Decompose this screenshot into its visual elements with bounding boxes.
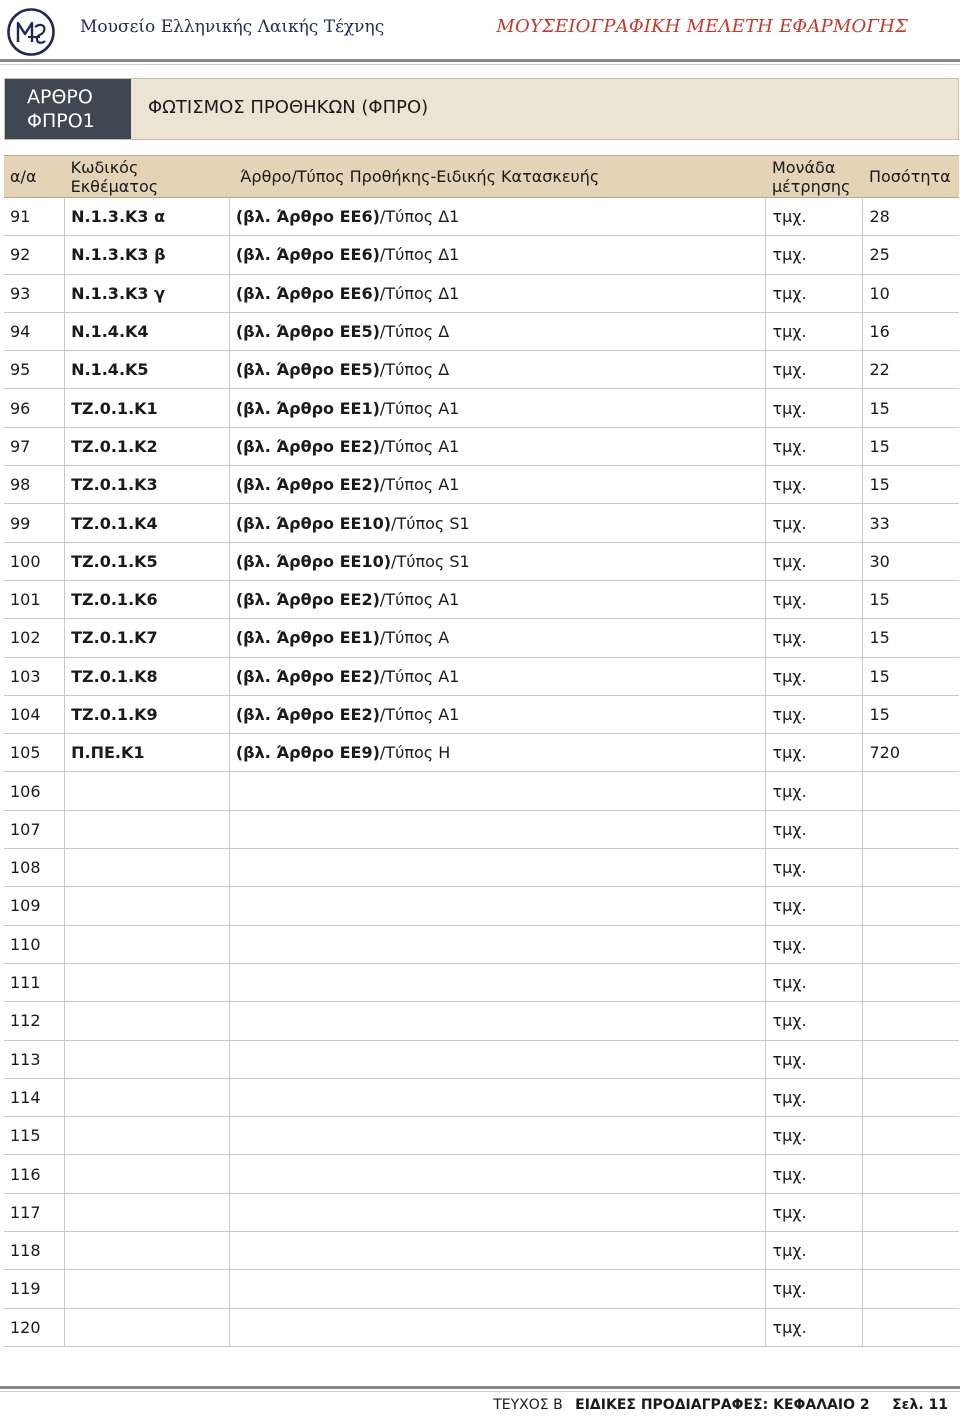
row-number: 104: [4, 695, 65, 733]
table-row: [4, 1040, 959, 1078]
row-qty: [863, 1270, 959, 1308]
row-number: 111: [4, 963, 65, 1001]
row-item-type: /Τύπος Α: [379, 628, 450, 648]
row-item: [229, 1040, 766, 1078]
items-table: [4, 155, 959, 1347]
table-row: [4, 1117, 959, 1155]
row-item-type: /Τύπος Α1: [379, 475, 460, 495]
row-code: ΤΖ.0.1.Κ7: [65, 619, 230, 657]
row-qty: 15: [863, 580, 959, 618]
row-unit: τμχ.: [766, 963, 863, 1001]
header-code-line1: Κωδικός: [70, 157, 139, 177]
table-row: [4, 849, 959, 887]
table-row: [4, 695, 959, 733]
row-item-ref: (βλ. Άρθρο ΕΕ10): [235, 513, 392, 533]
row-item-type: /Τύπος Α1: [379, 398, 460, 418]
row-number: 102: [4, 619, 65, 657]
row-item-type: /Τύπος S1: [391, 551, 470, 571]
row-item: [229, 1078, 766, 1116]
row-item-ref: (βλ. Άρθρο ΕΕ5): [235, 360, 380, 380]
row-unit: τμχ.: [766, 1117, 863, 1155]
row-item-ref: (βλ. Άρθρο ΕΕ2): [235, 666, 380, 686]
row-number: 108: [4, 849, 65, 887]
table-row: [4, 1002, 959, 1040]
row-qty: [863, 1002, 959, 1040]
row-code: ΤΖ.0.1.Κ5: [65, 542, 230, 580]
row-code: [65, 1193, 230, 1231]
row-item: [229, 619, 766, 657]
row-item: [229, 198, 766, 236]
row-item-type: /Τύπος Η: [379, 743, 451, 763]
row-unit: τμχ.: [766, 274, 863, 312]
row-item: [229, 1002, 766, 1040]
row-unit: τμχ.: [766, 1078, 863, 1116]
row-number: 114: [4, 1078, 65, 1116]
table-row: [4, 619, 959, 657]
header-unit: [766, 156, 863, 198]
header-code: [65, 156, 230, 198]
row-qty: 15: [863, 619, 959, 657]
row-code: [65, 963, 230, 1001]
row-unit: τμχ.: [766, 1232, 863, 1270]
row-qty: [863, 1040, 959, 1078]
row-number: 97: [4, 427, 65, 465]
row-number: 115: [4, 1117, 65, 1155]
row-item-type: /Τύπος Δ1: [379, 283, 460, 303]
row-number: 119: [4, 1270, 65, 1308]
row-qty: [863, 1193, 959, 1231]
row-unit: τμχ.: [766, 734, 863, 772]
row-unit: τμχ.: [766, 887, 863, 925]
row-item-ref: (βλ. Άρθρο ΕΕ1): [235, 398, 380, 418]
row-number: 92: [4, 236, 65, 274]
row-item: [229, 1117, 766, 1155]
row-code: ΤΖ.0.1.Κ1: [65, 389, 230, 427]
row-code: ΤΖ.0.1.Κ4: [65, 504, 230, 542]
article-banner: [4, 78, 959, 140]
row-qty: [863, 1232, 959, 1270]
row-item-type: /Τύπος S1: [391, 513, 470, 533]
row-code: [65, 1270, 230, 1308]
row-code: ΤΖ.0.1.Κ3: [65, 466, 230, 504]
row-qty: 22: [863, 351, 959, 389]
footer-divider-thin: [0, 1391, 960, 1392]
row-unit: τμχ.: [766, 810, 863, 848]
row-code: [65, 849, 230, 887]
row-qty: [863, 772, 959, 810]
row-item-type: /Τύπος Α1: [379, 705, 460, 724]
row-item-ref: (βλ. Άρθρο ΕΕ9): [235, 743, 380, 763]
row-item: [229, 734, 766, 772]
row-code: Ν.1.3.Κ3 γ: [65, 274, 230, 312]
row-item: [229, 810, 766, 848]
row-item: [229, 1193, 766, 1231]
row-item: [229, 389, 766, 427]
row-item-ref: (βλ. Άρθρο ΕΕ2): [235, 436, 380, 456]
table-row: [4, 389, 959, 427]
row-item: [229, 236, 766, 274]
row-qty: [863, 925, 959, 963]
row-number: 113: [4, 1040, 65, 1078]
row-unit: τμχ.: [766, 1193, 863, 1231]
row-item: [229, 657, 766, 695]
row-qty: 28: [863, 198, 959, 236]
row-unit: τμχ.: [766, 466, 863, 504]
row-item: [229, 772, 766, 810]
article-label: ΑΡΘΡΟ: [27, 86, 93, 108]
row-item-type: /Τύπος Δ1: [379, 245, 460, 265]
row-item: [229, 925, 766, 963]
row-unit: τμχ.: [766, 504, 863, 542]
row-code: [65, 772, 230, 810]
table-row: [4, 427, 959, 465]
row-item-type: /Τύπος Δ: [379, 360, 450, 380]
row-unit: τμχ.: [766, 389, 863, 427]
row-item-ref: (βλ. Άρθρο ΕΕ6): [235, 207, 380, 227]
header-unit-line2: μέτρησης: [771, 176, 851, 196]
row-number: 94: [4, 312, 65, 350]
table-row: [4, 925, 959, 963]
row-item-type: /Τύπος Δ1: [379, 207, 460, 227]
row-item: [229, 963, 766, 1001]
row-code: [65, 1155, 230, 1193]
table-row: [4, 1193, 959, 1231]
row-code: ΤΖ.0.1.Κ8: [65, 657, 230, 695]
row-item: [229, 466, 766, 504]
row-qty: [863, 1117, 959, 1155]
row-code: Ν.1.4.Κ4: [65, 312, 230, 350]
table-body: [4, 198, 959, 1347]
header-divider: [0, 59, 960, 62]
row-item-ref: (βλ. Άρθρο ΕΕ2): [235, 475, 380, 495]
row-qty: 720: [863, 734, 959, 772]
page-footer: [493, 1397, 948, 1413]
row-code: [65, 1002, 230, 1040]
row-qty: [863, 1308, 959, 1346]
row-number: 93: [4, 274, 65, 312]
row-qty: [863, 849, 959, 887]
table-row: [4, 772, 959, 810]
row-number: 109: [4, 887, 65, 925]
row-item: [229, 351, 766, 389]
row-code: [65, 1308, 230, 1346]
row-code: ΤΖ.0.1.Κ6: [65, 580, 230, 618]
row-qty: 25: [863, 236, 959, 274]
header-code-line2: Εκθέματος: [70, 176, 159, 196]
row-number: 105: [4, 734, 65, 772]
row-code: [65, 925, 230, 963]
article-title: ΦΩΤΙΣΜΟΣ ΠΡΟΘΗΚΩΝ (ΦΠΡΟ): [148, 97, 429, 118]
row-number: 99: [4, 504, 65, 542]
row-code: [65, 1078, 230, 1116]
table-row: [4, 1270, 959, 1308]
row-unit: τμχ.: [766, 427, 863, 465]
row-item-type: /Τύπος Α1: [379, 590, 460, 610]
museum-logo-icon: [6, 7, 56, 57]
row-code: Ν.1.3.Κ3 α: [65, 198, 230, 236]
row-number: 106: [4, 772, 65, 810]
row-unit: τμχ.: [766, 1270, 863, 1308]
row-number: 117: [4, 1193, 65, 1231]
row-unit: τμχ.: [766, 198, 863, 236]
table-row: [4, 312, 959, 350]
row-item: [229, 580, 766, 618]
table-row: [4, 466, 959, 504]
row-code: [65, 810, 230, 848]
row-unit: τμχ.: [766, 236, 863, 274]
row-item-type: /Τύπος Δ: [379, 322, 450, 342]
row-number: 100: [4, 542, 65, 580]
row-number: 91: [4, 198, 65, 236]
row-code: ΤΖ.0.1.Κ2: [65, 427, 230, 465]
row-item-ref: (βλ. Άρθρο ΕΕ5): [235, 322, 380, 342]
row-qty: 30: [863, 542, 959, 580]
header-qty: Ποσότητα: [863, 156, 959, 198]
row-code: Π.ΠΕ.Κ1: [65, 734, 230, 772]
row-qty: [863, 810, 959, 848]
page-header: [0, 0, 960, 60]
row-number: 110: [4, 925, 65, 963]
row-item: [229, 1270, 766, 1308]
row-item: [229, 1155, 766, 1193]
row-number: 116: [4, 1155, 65, 1193]
row-unit: τμχ.: [766, 542, 863, 580]
table-row: [4, 963, 959, 1001]
row-number: 107: [4, 810, 65, 848]
table-row: [4, 657, 959, 695]
row-code: [65, 1232, 230, 1270]
row-unit: τμχ.: [766, 1040, 863, 1078]
row-number: 95: [4, 351, 65, 389]
row-qty: 15: [863, 466, 959, 504]
row-item-type: /Τύπος Α1: [379, 436, 460, 456]
row-qty: 16: [863, 312, 959, 350]
row-unit: τμχ.: [766, 657, 863, 695]
row-qty: 33: [863, 504, 959, 542]
article-code: ΦΠΡΟ1: [27, 110, 95, 132]
table-row: [4, 887, 959, 925]
row-item: [229, 695, 766, 733]
row-item: [229, 274, 766, 312]
row-qty: 15: [863, 389, 959, 427]
study-title: ΜΟΥΣΕΙΟΓΡΑΦΙΚΗ ΜΕΛΕΤΗ ΕΦΑΡΜΟΓΗΣ: [496, 16, 908, 37]
row-qty: 15: [863, 695, 959, 733]
header-no: α/α: [4, 156, 65, 198]
row-number: 120: [4, 1308, 65, 1346]
row-code: [65, 1117, 230, 1155]
row-code: ΤΖ.0.1.Κ9: [65, 695, 230, 733]
row-item: [229, 1232, 766, 1270]
row-item-ref: (βλ. Άρθρο ΕΕ2): [235, 590, 380, 610]
table-header-row: [4, 156, 959, 198]
header-item: Άρθρο/Τύπος Προθήκης-Ειδικής Κατασκευής: [229, 156, 766, 198]
row-unit: τμχ.: [766, 695, 863, 733]
row-code: Ν.1.3.Κ3 β: [65, 236, 230, 274]
footer-issue: ΤΕΥΧΟΣ Β: [493, 1397, 563, 1413]
row-qty: 10: [863, 274, 959, 312]
row-item-ref: (βλ. Άρθρο ΕΕ1): [235, 628, 380, 648]
table-row: [4, 580, 959, 618]
row-qty: [863, 1078, 959, 1116]
footer-page-number: Σελ. 11: [892, 1397, 948, 1413]
row-item-type: /Τύπος Α1: [379, 666, 460, 686]
row-qty: [863, 1155, 959, 1193]
table-row: [4, 542, 959, 580]
row-item: [229, 849, 766, 887]
table-row: [4, 1308, 959, 1346]
table-row: [4, 734, 959, 772]
row-item: [229, 1308, 766, 1346]
footer-divider: [0, 1386, 960, 1389]
row-qty: [863, 963, 959, 1001]
row-number: 103: [4, 657, 65, 695]
table-row: [4, 198, 959, 236]
header-divider-thin: [0, 64, 960, 65]
row-unit: τμχ.: [766, 1155, 863, 1193]
row-qty: 15: [863, 427, 959, 465]
museum-name: Μουσείο Ελληνικής Λαικής Τέχνης: [80, 17, 385, 37]
row-unit: τμχ.: [766, 1308, 863, 1346]
row-unit: τμχ.: [766, 312, 863, 350]
table-row: [4, 810, 959, 848]
article-code-block: [5, 79, 131, 139]
row-unit: τμχ.: [766, 772, 863, 810]
footer-chapter: ΕΙΔΙΚΕΣ ΠΡΟΔΙΑΓΡΑΦΕΣ: ΚΕΦΑΛΑΙΟ 2: [575, 1397, 870, 1413]
row-code: Ν.1.4.Κ5: [65, 351, 230, 389]
row-number: 112: [4, 1002, 65, 1040]
row-item-ref: (βλ. Άρθρο ΕΕ10): [235, 551, 392, 571]
row-number: 118: [4, 1232, 65, 1270]
row-unit: τμχ.: [766, 1002, 863, 1040]
row-unit: τμχ.: [766, 925, 863, 963]
row-unit: τμχ.: [766, 580, 863, 618]
table-row: [4, 1155, 959, 1193]
table-row: [4, 236, 959, 274]
row-unit: τμχ.: [766, 849, 863, 887]
row-number: 96: [4, 389, 65, 427]
row-item: [229, 887, 766, 925]
row-number: 101: [4, 580, 65, 618]
row-unit: τμχ.: [766, 619, 863, 657]
row-code: [65, 1040, 230, 1078]
row-item-ref: (βλ. Άρθρο ΕΕ6): [235, 245, 380, 265]
row-item-ref: (βλ. Άρθρο ΕΕ2): [235, 705, 380, 724]
row-unit: τμχ.: [766, 351, 863, 389]
table-row: [4, 504, 959, 542]
row-item: [229, 312, 766, 350]
row-code: [65, 887, 230, 925]
table-row: [4, 1078, 959, 1116]
row-qty: 15: [863, 657, 959, 695]
row-item: [229, 427, 766, 465]
header-unit-line1: Μονάδα: [771, 157, 836, 177]
row-item-ref: (βλ. Άρθρο ΕΕ6): [235, 283, 380, 303]
table-row: [4, 1232, 959, 1270]
row-item: [229, 542, 766, 580]
row-item: [229, 504, 766, 542]
table-row: [4, 274, 959, 312]
row-qty: [863, 887, 959, 925]
table-row: [4, 351, 959, 389]
row-number: 98: [4, 466, 65, 504]
